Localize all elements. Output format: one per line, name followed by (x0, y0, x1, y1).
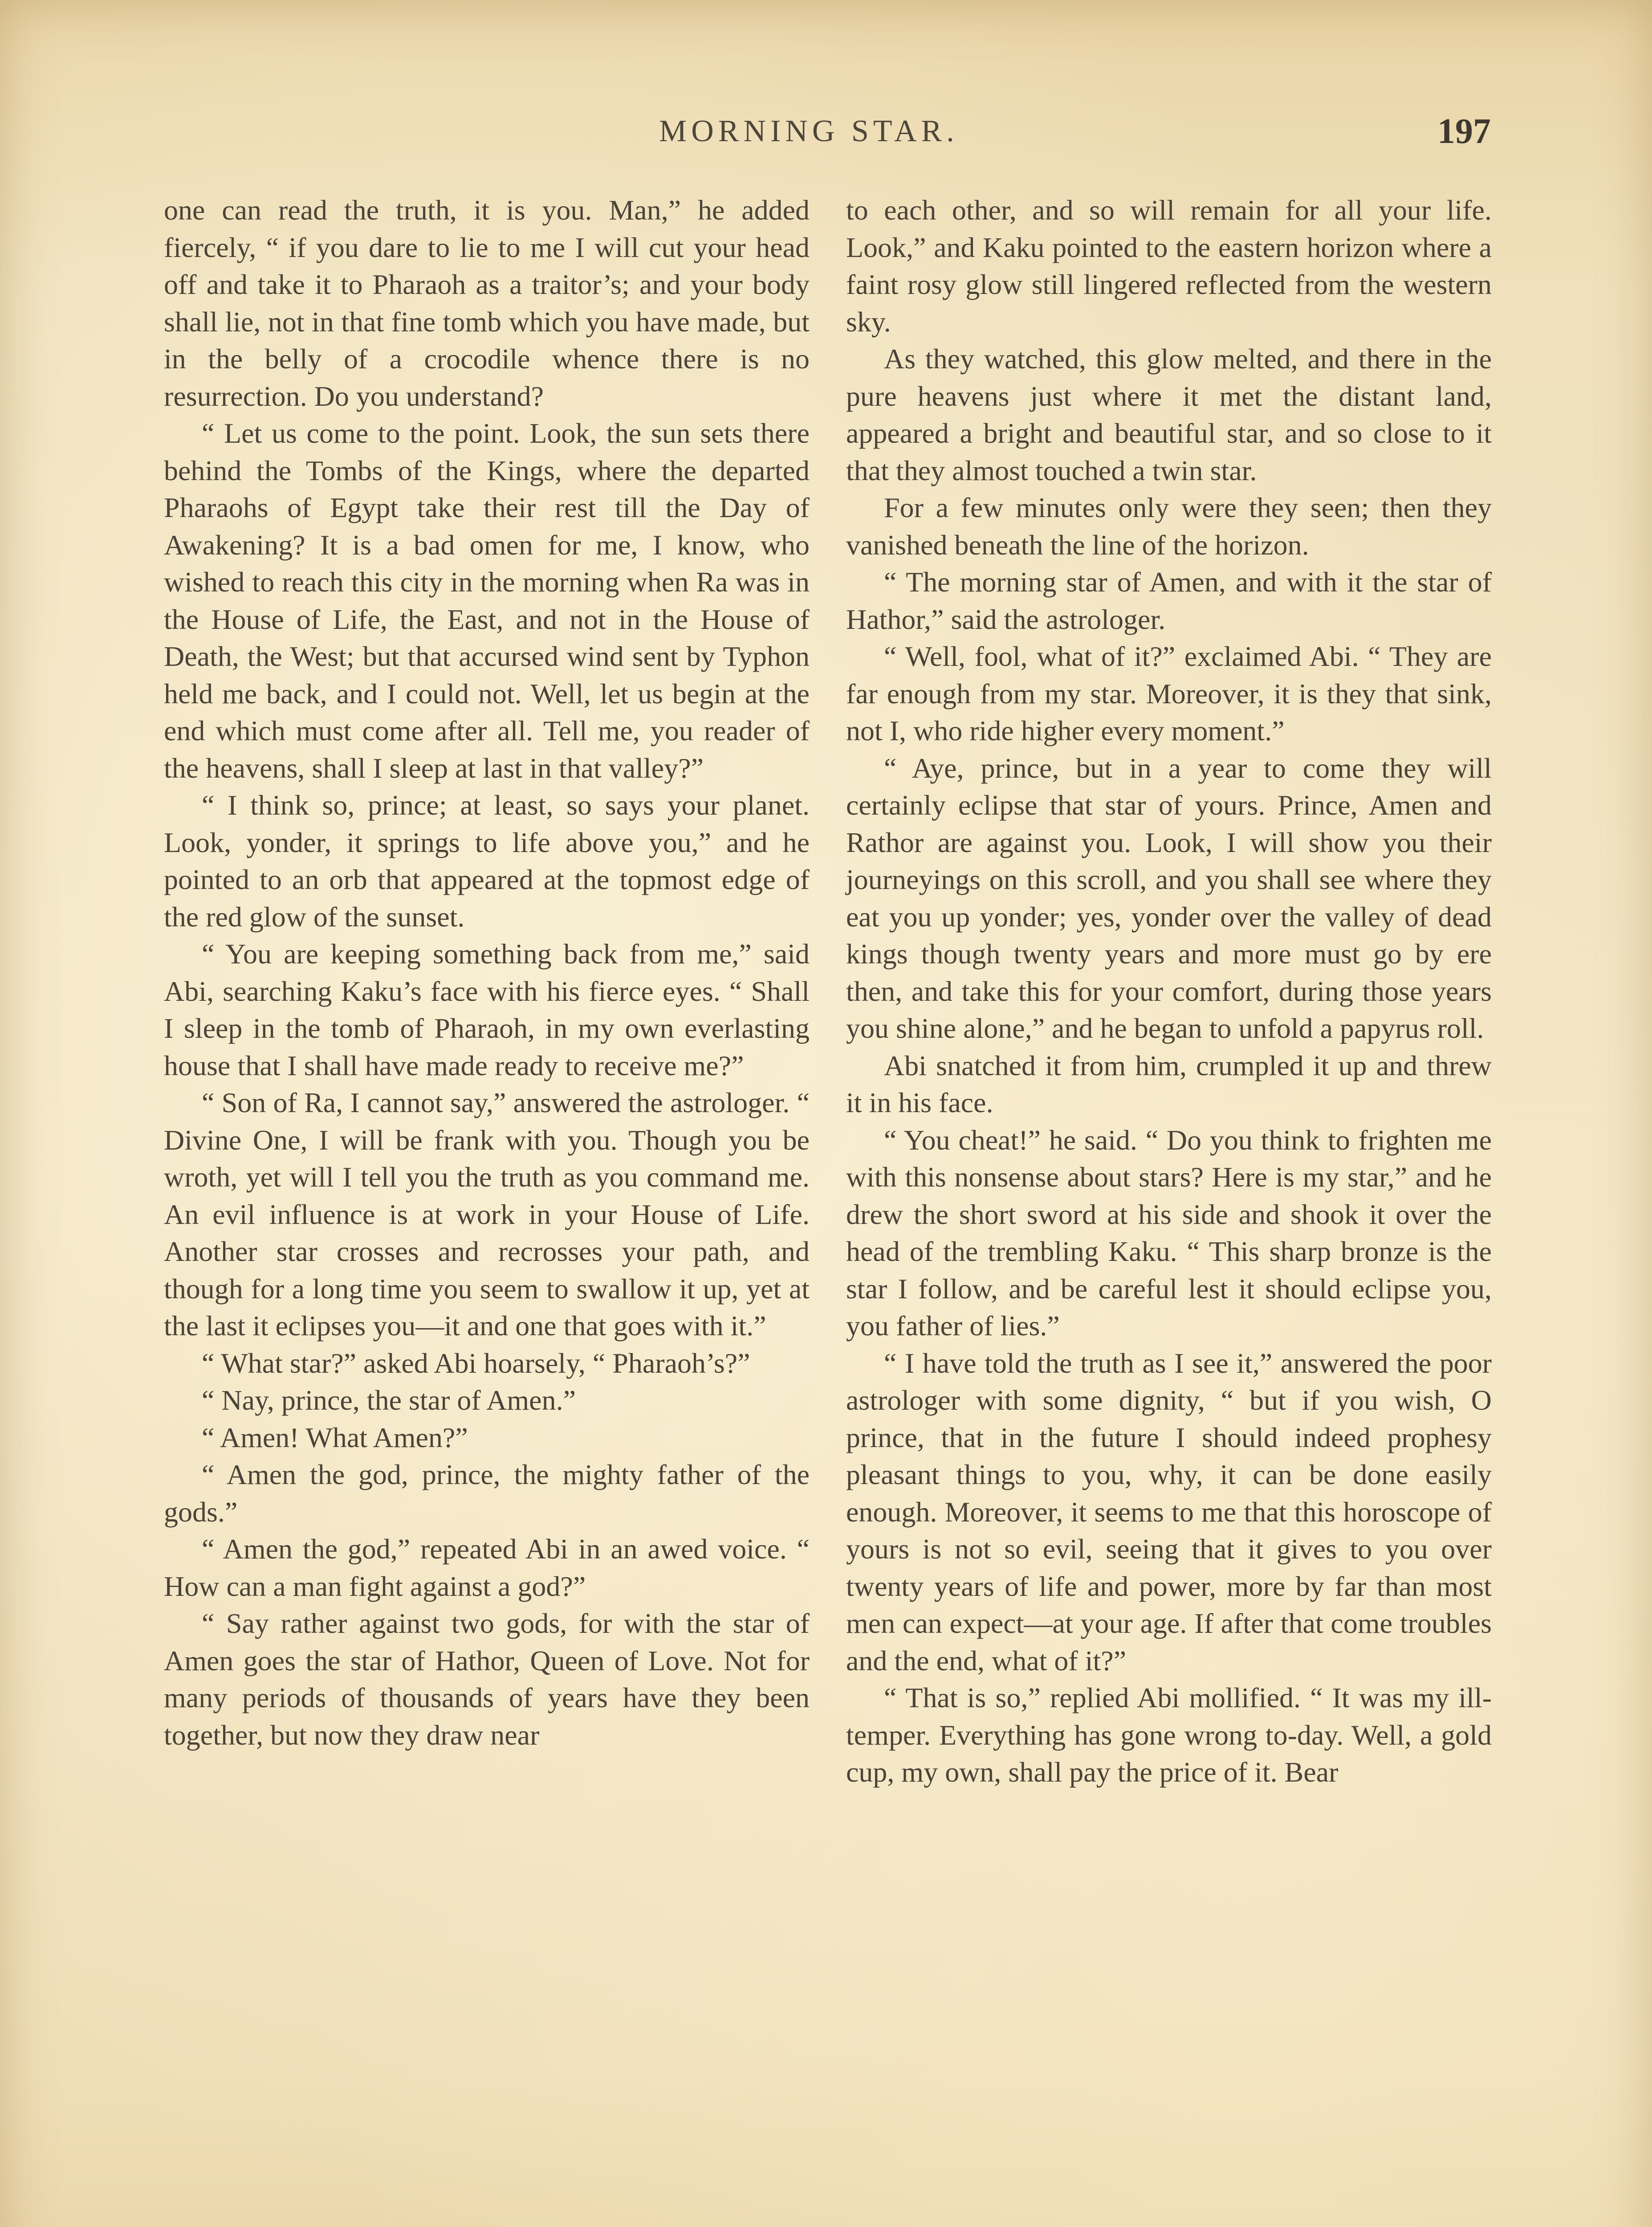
paragraph: “ Well, fool, what of it?” exclaimed Abi. “ They are far enough from my star. Moreover, it is they that sink, not I, who ride higher every moment.” (846, 640, 1492, 746)
paragraph: one can read the truth, it is you. Man,” he added fiercely, “ if you dare to lie to me I will cut your head off and take it to Pharaoh as a traitor’s; and your body shall lie, not in that fine tomb which you have made, but in the belly of a crocodile whence there is no resurrection. Do you understand? (164, 194, 810, 412)
paragraph: to each other, and so will remain for all your life. Look,” and Kaku pointed to the eastern horizon where a faint rosy glow still lingered reflected from the western sky. (846, 194, 1492, 338)
paragraph: “ I have told the truth as I see it,” answered the poor astrologer with some dignity, “ but if you wish, O prince, that in the future I should indeed prophesy pleasant things to you, why, it can be done easily enough. Moreover, it seems to me that this horoscope of yours is not so evil, seeing that it gives to you over twenty years of life and power, more by far than most men can expect—at your age. If after that come troubles and the end, what of it?” (846, 1347, 1492, 1676)
paragraph: “ You are keeping something back from me,” said Abi, searching Kaku’s face with his fierce eyes. “ Shall I sleep in the tomb of Pharaoh, in my own everlasting house that I shall have made ready to receive me?” (164, 938, 810, 1081)
paragraph: “ What star?” asked Abi hoarsely, “ Pharaoh’s?” (202, 1347, 750, 1379)
text-column-right (846, 192, 1492, 1791)
text-column-left (164, 192, 810, 1754)
page-number: 197 (1437, 112, 1491, 151)
paragraph: “ The morning star of Amen, and with it the star of Hathor,” said the astrologer. (846, 566, 1492, 635)
paragraph: “ Say rather against two gods, for with the star of Amen goes the star of Hathor, Queen of Love. Not for many periods of thousands of years have they been together, but now they draw near (164, 1607, 810, 1751)
paragraph: “ Let us come to the point. Look, the sun sets there behind the Tombs of the Kings, where the departed Pharaohs of Egypt take their rest till the Day of Awakening? It is a bad omen for me, I know, who wished to reach this city in the morning when Ra was in the House of Life, the East, and not in the House of Death, the West; but that accursed wind sent by Typhon held me back, and I could not. Well, let us begin at the end which must come after all. Tell me, you reader of the heavens, shall I sleep at last in that valley?” (164, 417, 810, 784)
paragraph: “ That is so,” replied Abi mollified. “ It was my ill-temper. Everything has gone wrong to-day. Well, a gold cup, my own, shall pay the price of it. Bear (846, 1682, 1492, 1788)
paragraph: “ Amen the god, prince, the mighty father of the gods.” (164, 1459, 810, 1528)
running-title: MORNING STAR. (659, 114, 959, 148)
paragraph: As they watched, this glow melted, and there in the pure heavens just where it met the distant land, appeared a bright and beautiful star, and so close to it that they almost touched a twin star. (846, 343, 1492, 486)
paragraph: “ Aye, prince, but in a year to come they will certainly eclipse that star of yours. Prince, Amen and Rathor are against you. Look, I will show you their journeyings on this scroll, and you shall see where they eat you up yonder; yes, yonder over the valley of dead kings though twenty years and more must go by ere then, and take this for your comfort, during those years you shine alone,” and he began to unfold a papyrus roll. (846, 752, 1492, 1044)
paragraph: “ Amen the god,” repeated Abi in an awed voice. “ How can a man fight against a god?” (164, 1533, 810, 1602)
paragraph: “ Nay, prince, the star of Amen.” (202, 1384, 576, 1416)
paragraph: For a few minutes only were they seen; then they vanished beneath the line of the horizon. (846, 492, 1492, 561)
paragraph: “ I think so, prince; at least, so says your planet. Look, yonder, it springs to life above you,” and he pointed to an orb that appeared at the topmost edge of the red glow of the sunset. (164, 789, 810, 933)
paragraph: “ You cheat!” he said. “ Do you think to frighten me with this nonsense about stars? Here is my star,” and he drew the short sword at his side and shook it over the head of the trembling Kaku. “ This sharp bronze is the star I follow, and be careful lest it should eclipse you, you father of lies.” (846, 1124, 1492, 1342)
paragraph: “ Son of Ra, I cannot say,” answered the astrologer. “ Divine One, I will be frank with you. Though you be wroth, yet will I tell you the truth as you command me. An evil influence is at work in your House of Life. Another star crosses and recrosses your path, and though for a long time you seem to swallow it up, yet at the last it eclipses you—it and one that goes with it.” (164, 1087, 810, 1342)
paragraph: “ Amen! What Amen?” (202, 1421, 468, 1453)
paragraph: Abi snatched it from him, crumpled it up and threw it in his face. (846, 1049, 1492, 1118)
